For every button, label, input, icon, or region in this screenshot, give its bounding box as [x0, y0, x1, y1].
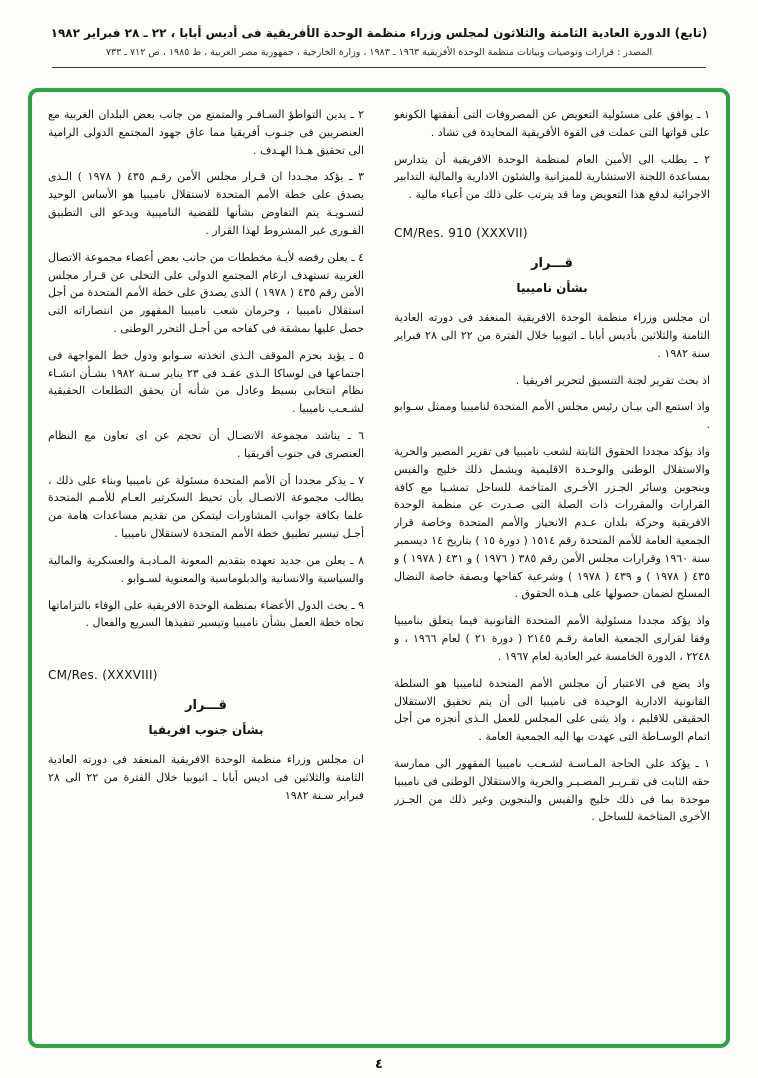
operative-paragraph: ٤ ـ يعلن رفضه لأيـة مخططات من جانب بعض أعضاء مجموعة الاتصال الغربية تستهدف ارغام المجتمع الدولى على التخلى عن قـرار مجلس الأمن رقم ٤٣٥ ( ١٩٧٨ ) الذى يصدق على خطة الأمم المتحدة من أجل استقلال ناميبيا ، وحرمان شعب ناميبيا المقهور من انتصاراته التى حصل عليها بمشقة فى كفاحه من أجـل التحرر الوطنى .: [48, 250, 364, 335]
green-border-frame: [28, 88, 730, 1048]
page-number: ٤: [375, 1057, 383, 1072]
preamble-paragraph: ان مجلس وزراء منظمة الوحدة الافريقية المنعقد فى دورته العادية الثامنة والثلاثين بأديس أبابا ـ اثيوبيا خلال الفترة من ٢٢ الى ٢٨ فبراير سنة ١٩٨٢ .: [394, 311, 710, 360]
resolution-title: قـــرار: [531, 256, 573, 272]
operative-paragraph: ٢ ـ يطلب الى الأمين العام لمنظمة الوحدة الافريقية أن يتدارس بمساعدة اللجنة الاستشارية للميزانية والشئون الادارية والمالية التدابير الاجرائية لدفع هذا التعويض وما قد يترتب على ذلك من أعباء مالية .: [394, 152, 710, 202]
operative-paragraph: ٦ ـ يناشد مجموعة الاتصـال أن تحجم عن اى تعاون مع النظام العنصرى فى جنوب أفريقيا .: [48, 429, 364, 460]
preamble-paragraph: واذ يؤكد مجددا الحقوق الثابتة لشعب ناميبيا فى تقرير المصير والحرية والاستقلال الوطنى والوحـدة الاقليمية ويشمل ذلك خليج والفيس وبنجوين وسائر الجـزر الأخـرى المتاخمة للساحل تمشـيا مع كافة القرارات والمقررات ذات الصلة التى صـدرت عن منظمة الوحدة الافريقية وحركة بلدان عـدم الانحياز والأمم المتحدة وخاصة قرار الجمعية العامة للأمم المتحدة رقم ١٥١٤ ( دورة ١٥ ) بتاريخ ١٤ ديسمبر سنة ١٩٦٠ وقرارات مجلس الأمن رقم ٣٨٥ ( ١٩٧٦ ) و ٤٣١ ( ١٩٧٨ ) و ٤٣٥ ( ١٩٧٨ ) و ٤٣٩ ( ١٩٧٨ ) وشرعية كفاحها وبصفة خاصة النضال المسلح لضمان حصولها على هـذه الحقوق .: [394, 444, 710, 601]
column-left: [48, 106, 364, 1030]
header-session-title: (تابع) الدورة العادية الثامنة والثلاثون لمجلس وزراء منظمة الوحدة الأفريقية فى أديس أبابا ، ٢٢ ـ ٢٨ فبراير ١٩٨٢: [50, 26, 708, 40]
column-right: [394, 106, 710, 1030]
resolution-code-910: CM/Res. 910 (XXXVII): [394, 226, 528, 241]
operative-paragraph: ٢ ـ يدين التواطؤ السـافـر والمتمتع من جانب بعض البلدان الغربية مع العنصريين فى جنـوب أفريقيا مما عاق جهود المجتمع الدولى الرامية الى تحقيق هـذا الهـدف .: [48, 108, 364, 157]
page-header: [0, 0, 758, 68]
resolution-code-xxxviii: CM/Res. (XXXVIII): [48, 668, 158, 683]
preamble-paragraph: واذ يؤكد مجددا مسئولية الأمم المتحدة القانونية فيما يتعلق بناميبيا وفقا لقرارى الجمعية العامة رقـم ٢١٤٥ ( دورة ٢١ ) لعام ١٩٦٦ ، و ٢٢٤٨ ، الدورة الخامسة غير العادية لعام ١٩٦٧ .: [394, 614, 710, 663]
operative-paragraph: ٣ ـ يؤكد مجـددا ان قـرار مجلس الأمن رقـم ٤٣٥ ( ١٩٧٨ ) الـذى يصدق على خطة الأمم المتحدة لاستقلال ناميبيا هو الأساس الوحيد لتسـويـة يتم التفاوض بشأنها للقضية الناميبية ويدعو الى التطبيق الفـورى غير المشروط لهذا القرار .: [48, 170, 364, 237]
preamble-paragraph: ان مجلس وزراء منظمة الوحدة الافريقية المنعقد فى دورته العادية الثامنة والثلاثين فى اديس أبابا ـ اثيوبيا خلال الفترة من ٢٢ الى ٢٨ فبراير سـنة ١٩٨٢: [48, 753, 364, 802]
operative-paragraph: ٥ ـ يؤيد بحزم الموقف الـذى اتخذته سـوابو ودول خط المواجهة فى اجتماعها فى لوساكا الـذى عقـد فى ٢٣ يناير سـنة ١٩٨٢ بشـأن انشـاء نظام انتخابى بسيط وعادل من شأنه أن يحقق التطلعات الحقيقية لشـعـب ناميبيا .: [48, 348, 364, 416]
header-source-note: المصدر : قرارات وتوصيات وبيانات منظمة الوحدة الأفريقية ١٩٦٣ ـ ١٩٨٣ ، وزارة الخارجية ، جمهورية مصر العربية ، ط ١٩٨٥ ، ص ٧١٢ ـ ٧٣٣: [105, 47, 653, 58]
resolution-subject-south-africa: بشأن جنوب افريقيا: [148, 723, 264, 738]
operative-paragraph: ٩ ـ يحث الدول الأعضاء بمنظمة الوحدة الافريقية على الوفاء بالتزاماتها تجاه خطة العمل بشأن ناميبيا وتيسير تنفيذها السريع والفعال .: [48, 598, 364, 630]
preamble-paragraph: واذ يضع فى الاعتبار أن مجلس الأمم المتحدة لناميبيا هو السلطة القانونية الادارية الوحيدة فى ناميبيا الى أن يتم تحقيق الاستقلال الحقيقى للاقليم ، واذ يثنى على المجلس للعمل الـذى أنجزه من أجل اتمام الوسـاطة التى عهدت بها اليه الجمعية العامة .: [394, 676, 710, 744]
preamble-paragraph: واذ استمع الى بيـان رئيس مجلس الأمم المتحدة لناميبيا وممثل سـوابو .: [394, 400, 710, 432]
operative-paragraph: ١ ـ يوافق على مسئولية التعويض عن المصروفات التى أنفقتها الكونغو على قواتها التى عملت فى القوة الأفريقية المحايدة فى تشاد .: [394, 108, 710, 139]
resolution-subject-namibia: بشأن ناميبيا: [516, 281, 588, 296]
operative-paragraph: ١ ـ يؤكد على الحاجة المـاسـة لشـعـب ناميبيا المقهور الى ممارسة حقه الثابت فى تقـريـر المصـيـر والحرية والاستقلال الوطنى فى ناميبيا موحدة بما فى ذلك خليج والفيس والبنجوين وغير ذلك من الجـزر الأخرى المتاخمة للساحل .: [394, 756, 710, 824]
resolution-title: قـــرار: [185, 698, 227, 714]
header-divider: [52, 67, 706, 68]
operative-paragraph: ٧ ـ يذكر مجددا أن الأمم المتحدة مسئولة عن ناميبيا وبناء على ذلك ، يطالب مجموعة الاتصـال بأن تحيط السكرتير العـام للأمـم المتحدة علما بكافة جوانب المشاورات ليتمكن من تقديم مساعدات هامة من أجـل تيسير تطبيق خطة الأمم المتحدة لاستقلال ناميبيا .: [48, 473, 364, 541]
operative-paragraph: ٨ ـ يعلن من جديد تعهده بتقديم المعونة المـاديـة والعسكرية والمالية والسياسية والانسانية والدبلوماسية والمعنوية لسـوابو .: [48, 553, 364, 585]
preamble-paragraph: اذ بحث تقرير لجنة التنسيق لتحرير افريقيا .: [515, 373, 710, 387]
two-column-layout: [48, 106, 710, 1030]
